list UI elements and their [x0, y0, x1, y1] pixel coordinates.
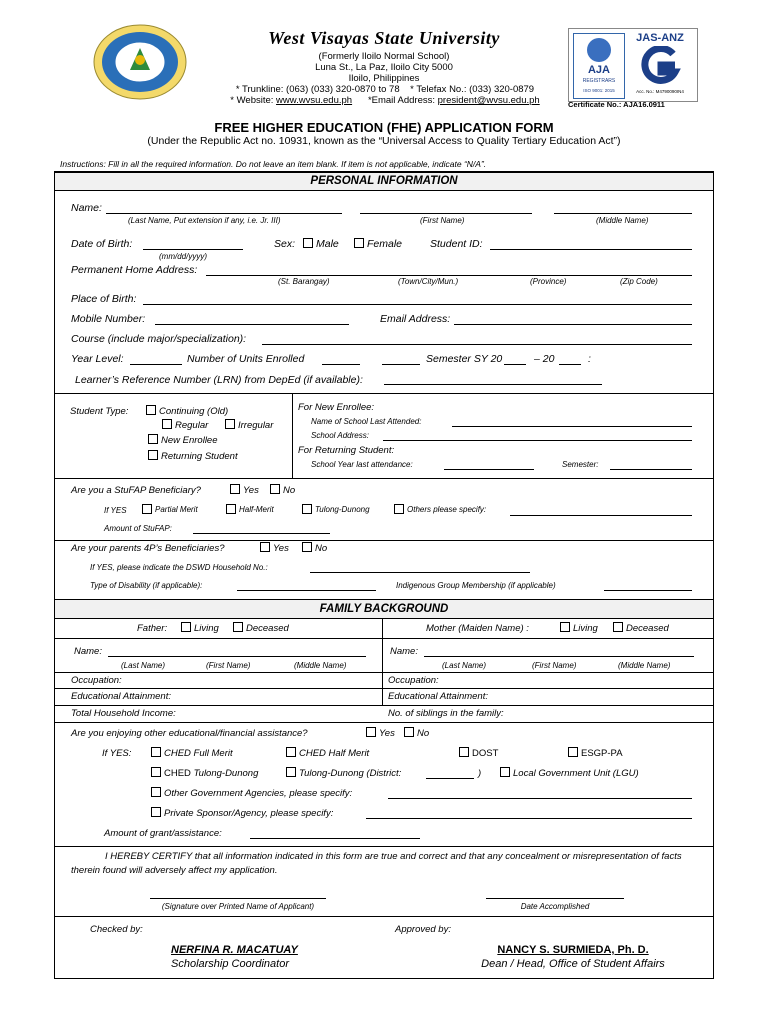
other-gov-checkbox[interactable] — [151, 787, 161, 797]
for-returning-label: For Returning Student: — [298, 445, 395, 456]
regular-label: Regular — [175, 420, 209, 431]
divider — [55, 846, 713, 847]
fourps-no-option[interactable] — [302, 543, 327, 554]
school-last-label: Name of School Last Attended: — [311, 417, 422, 426]
semester-label: Semester SY 20 — [426, 353, 503, 365]
sy-colon: : — [588, 353, 591, 365]
mother-occupation-label: Occupation: — [388, 675, 439, 686]
ched-tulong-option[interactable] — [151, 768, 258, 779]
fourps-no-label: No — [315, 543, 328, 554]
iso-label: ISO 9001: 2015 — [583, 88, 615, 93]
father-name-label: Name: — [74, 646, 102, 657]
mother-last-hint: (Last Name) — [442, 661, 487, 670]
units-label: Number of Units Enrolled — [187, 353, 305, 365]
address-zip-hint: (Zip Code) — [620, 277, 658, 286]
applicant-signature-label: (Signature over Printed Name of Applicant) — [161, 902, 315, 911]
others-option[interactable] — [394, 505, 486, 514]
indigenous-label: Indigenous Group Membership (if applicable) — [396, 581, 556, 590]
female-label: Female — [367, 238, 403, 250]
school-last-field[interactable] — [452, 426, 692, 427]
fourps-yes-option[interactable] — [260, 543, 289, 554]
father-living-label: Living — [194, 623, 219, 634]
mother-name-field[interactable] — [424, 656, 694, 657]
mother-deceased-label: Deceased — [626, 623, 669, 634]
approver-name: NANCY S. SURMIEDA, Ph. D. — [497, 944, 649, 956]
checked-by-label: Checked by: — [90, 924, 143, 935]
esgp-checkbox[interactable] — [568, 747, 578, 757]
email-link[interactable]: president@wvsu.edu.ph — [437, 95, 540, 106]
website-link[interactable]: www.wvsu.edu.ph — [276, 95, 353, 106]
father-deceased-checkbox[interactable] — [233, 622, 243, 632]
sy-start-field[interactable] — [504, 364, 526, 365]
new-enrollee-option[interactable] — [148, 435, 218, 446]
personal-info-heading: PERSONAL INFORMATION — [55, 172, 713, 191]
university-name: West Visayas State University — [268, 28, 500, 48]
disability-label: Type of Disability (if applicable): — [90, 581, 203, 590]
half-merit-option[interactable] — [226, 505, 274, 514]
father-deceased-option[interactable] — [233, 623, 289, 634]
accreditation-number: Acc. No.: M4790090IN4 — [636, 89, 684, 94]
assistance-no-option[interactable] — [404, 728, 429, 739]
stufap-no-option[interactable] — [270, 485, 295, 496]
returning-semester-field[interactable] — [610, 469, 692, 470]
ched-prefix: CHED — [164, 768, 191, 779]
lrn-label: Learner’s Reference Number (LRN) from DepEd (if available): — [75, 374, 363, 386]
globe-icon — [587, 38, 611, 62]
continuing-label: Continuing (Old) — [159, 406, 229, 417]
name-label: Name: — [71, 202, 102, 214]
mother-deceased-option[interactable] — [613, 623, 669, 634]
student-id-label: Student ID: — [430, 238, 483, 250]
year-level-field[interactable] — [130, 364, 182, 365]
date-accomplished-label: Date Accomplished — [520, 902, 590, 911]
tulong-dunong-checkbox[interactable] — [302, 504, 312, 514]
others-checkbox[interactable] — [394, 504, 404, 514]
divider — [55, 705, 713, 706]
certify-statement: I HEREBY CERTIFY that all information indicated in this form are true and correct and that any concealment or misrepresentation of facts therein found will adversely affect my application. — [71, 851, 682, 876]
private-sponsor-option[interactable] — [151, 808, 333, 819]
family-divider — [382, 618, 383, 705]
lgu-option[interactable] — [500, 768, 639, 779]
other-gov-option[interactable] — [151, 788, 352, 799]
fourps-yes-label: Yes — [273, 543, 289, 554]
student-id-field[interactable] — [490, 249, 692, 250]
fourps-no-checkbox[interactable] — [302, 542, 312, 552]
date-accomplished-field[interactable] — [486, 898, 624, 899]
father-label: Father: — [137, 623, 168, 634]
partial-merit-label: Partial Merit — [155, 505, 198, 514]
half-merit-label: Half-Merit — [239, 505, 274, 514]
units-field-2[interactable] — [382, 364, 420, 365]
father-living-checkbox[interactable] — [181, 622, 191, 632]
checker-title: Scholarship Coordinator — [171, 958, 290, 970]
returning-semester-label: Semester: — [562, 460, 599, 469]
sy-dash: – 20 — [534, 353, 555, 365]
mobile-label: Mobile Number: — [71, 313, 146, 325]
stufap-amount-field[interactable] — [193, 533, 330, 534]
private-sponsor-checkbox[interactable] — [151, 807, 161, 817]
dob-label: Date of Birth: — [71, 238, 133, 250]
returning-label: Returning Student — [161, 451, 238, 462]
address-barangay-hint: (St. Barangay) — [278, 277, 330, 286]
esgp-label: ESGP-PA — [581, 748, 623, 759]
student-type-label: Student Type: — [70, 406, 129, 417]
assistance-if-yes: If YES: — [102, 748, 132, 759]
irregular-checkbox[interactable] — [225, 419, 235, 429]
mother-name-label: Name: — [390, 646, 418, 657]
home-address-label: Permanent Home Address: — [71, 264, 198, 276]
school-address-field[interactable] — [383, 440, 692, 441]
dob-format-hint: (mm/dd/yyyy) — [159, 252, 207, 261]
lgu-checkbox[interactable] — [500, 767, 510, 777]
others-label: Others please specify: — [407, 505, 487, 514]
birth-place-field[interactable] — [143, 304, 692, 305]
tulong-dunong-label: Tulong-Dunong — [315, 505, 370, 514]
dswd-field[interactable] — [310, 572, 530, 573]
mother-label: Mother (Maiden Name) : — [426, 623, 529, 634]
website-label: * Website: — [230, 95, 274, 106]
siblings-label: No. of siblings in the family: — [388, 708, 504, 719]
sy-last-label: School Year last attendance: — [311, 460, 413, 469]
course-label: Course (include major/specialization): — [71, 333, 247, 345]
dost-option[interactable] — [459, 748, 498, 759]
stufap-yes-checkbox[interactable] — [230, 484, 240, 494]
returning-option[interactable] — [148, 451, 238, 462]
ched-full-label: CHED Full Merit — [164, 748, 233, 759]
divider — [55, 672, 713, 673]
new-enrollee-label: New Enrollee — [161, 435, 218, 446]
father-living-option[interactable] — [181, 623, 219, 634]
email-label: Email Address: — [380, 313, 451, 325]
middle-name-field[interactable] — [554, 213, 692, 214]
stufap-no-label: No — [283, 485, 296, 496]
fourps-yes-checkbox[interactable] — [260, 542, 270, 552]
dob-field[interactable] — [143, 249, 243, 250]
irregular-option[interactable] — [225, 420, 273, 431]
approved-by-label: Approved by: — [395, 924, 451, 935]
ched-tulong-checkbox[interactable] — [151, 767, 161, 777]
birth-place-label: Place of Birth: — [71, 293, 137, 305]
lgu-label: Local Government Unit (LGU) — [513, 768, 639, 779]
email-label: *Email Address: — [367, 95, 435, 106]
father-education-label: Educational Attainment: — [71, 691, 171, 702]
assistance-no-label: No — [417, 728, 430, 739]
certification-logos — [568, 28, 698, 102]
mother-deceased-checkbox[interactable] — [613, 622, 623, 632]
approver-title: Dean / Head, Office of Student Affairs — [481, 958, 665, 970]
irregular-label: Irregular — [238, 420, 274, 431]
address-province-hint: (Province) — [530, 277, 567, 286]
address-town-hint: (Town/City/Mun.) — [398, 277, 459, 286]
private-sponsor-label: Private Sponsor/Agency, please specify: — [164, 808, 334, 819]
university-seal — [92, 24, 188, 100]
dost-label: DOST — [472, 748, 499, 759]
ched-tulong-label: Tulong-Dunong — [193, 768, 259, 779]
regular-option[interactable] — [162, 420, 208, 431]
formerly-text: (Formerly Iloilo Normal School) — [318, 51, 450, 62]
certificate-number: Certificate No.: AJA16.0911 — [568, 100, 665, 109]
stufap-yes-option[interactable] — [230, 485, 259, 496]
father-first-hint: (First Name) — [206, 661, 251, 670]
indigenous-field[interactable] — [604, 590, 692, 591]
partial-merit-checkbox[interactable] — [142, 504, 152, 514]
other-gov-field[interactable] — [388, 798, 692, 799]
divider — [55, 688, 713, 689]
first-name-hint: (First Name) — [420, 216, 465, 225]
divider — [55, 393, 713, 394]
address-line-2: Iloilo, Philippines — [348, 73, 420, 84]
address-line-1: Luna St., La Paz, Iloilo City 5000 — [315, 62, 453, 73]
year-level-label: Year Level: — [71, 353, 124, 365]
district-close-paren: ) — [478, 768, 482, 779]
dswd-label: If YES, please indicate the DSWD Household No.: — [90, 563, 268, 572]
middle-name-hint: (Middle Name) — [596, 216, 649, 225]
mother-first-hint: (First Name) — [532, 661, 577, 670]
ched-half-checkbox[interactable] — [286, 747, 296, 757]
stufap-if-yes: If YES — [104, 506, 127, 515]
checker-name: NERFINA R. MACATUAY — [171, 944, 298, 956]
registrars-label: REGISTRARS — [582, 78, 616, 84]
sy-last-field[interactable] — [444, 469, 534, 470]
lrn-field[interactable] — [384, 384, 602, 385]
jas-anz-icon — [639, 46, 681, 86]
last-name-field[interactable] — [106, 213, 342, 214]
dost-checkbox[interactable] — [459, 747, 469, 757]
other-gov-label: Other Government Agencies, please specify: — [164, 788, 353, 799]
male-label: Male — [316, 238, 339, 250]
father-name-field[interactable] — [108, 656, 366, 657]
instructions: Instructions: Fill in all the required information. Do not leave an item blank. If item is not applicable, indicate “N/A”. — [60, 159, 487, 169]
family-background-heading: FAMILY BACKGROUND — [55, 599, 713, 619]
sex-male-option[interactable] — [303, 238, 339, 250]
mother-living-checkbox[interactable] — [560, 622, 570, 632]
stufap-no-checkbox[interactable] — [270, 484, 280, 494]
sex-label: Sex: — [274, 238, 296, 250]
mother-education-label: Educational Attainment: — [388, 691, 488, 702]
form-title: FREE HIGHER EDUCATION (FHE) APPLICATION FORM — [214, 120, 554, 135]
stufap-yes-label: Yes — [243, 485, 259, 496]
district-field[interactable] — [426, 778, 474, 779]
household-income-label: Total Household Income: — [71, 708, 176, 719]
assistance-yes-checkbox[interactable] — [366, 727, 376, 737]
assistance-question: Are you enjoying other educational/financial assistance? — [71, 728, 308, 739]
divider — [55, 478, 713, 479]
for-new-enrollee-label: For New Enrollee: — [298, 402, 375, 413]
sy-end-field[interactable] — [559, 364, 581, 365]
others-specify-field[interactable] — [510, 515, 692, 516]
fourps-question: Are your parents 4P’s Beneficiaries? — [71, 543, 225, 554]
mother-middle-hint: (Middle Name) — [618, 661, 671, 670]
aja-label: AJA — [587, 64, 610, 76]
form-subtitle: (Under the Republic Act no. 10931, known as the “Universal Access to Quality Tertiary Education Act”) — [147, 135, 621, 147]
ched-full-checkbox[interactable] — [151, 747, 161, 757]
mobile-field[interactable] — [155, 324, 349, 325]
regular-checkbox[interactable] — [162, 419, 172, 429]
tulong-district-option[interactable] — [286, 768, 401, 779]
father-middle-hint: (Middle Name) — [294, 661, 347, 670]
female-checkbox[interactable] — [354, 238, 364, 248]
partial-merit-option[interactable] — [142, 505, 198, 514]
male-checkbox[interactable] — [303, 238, 313, 248]
returning-checkbox[interactable] — [148, 450, 158, 460]
father-last-hint: (Last Name) — [121, 661, 166, 670]
assistance-yes-option[interactable] — [366, 728, 395, 739]
assistance-no-checkbox[interactable] — [404, 727, 414, 737]
grant-amount-label: Amount of grant/assistance: — [104, 828, 222, 839]
divider — [55, 638, 713, 639]
course-field[interactable] — [262, 344, 692, 345]
school-address-label: School Address: — [311, 431, 369, 440]
assistance-yes-label: Yes — [379, 728, 395, 739]
half-merit-checkbox[interactable] — [226, 504, 236, 514]
tulong-dunong-option[interactable] — [302, 505, 370, 514]
tulong-district-label: Tulong-Dunong (District: — [299, 768, 402, 779]
disability-field[interactable] — [237, 590, 376, 591]
continuing-checkbox[interactable] — [146, 405, 156, 415]
aja-logo — [573, 33, 625, 99]
mother-living-option[interactable] — [560, 623, 598, 634]
home-address-field[interactable] — [206, 275, 692, 276]
ched-half-label: CHED Half Merit — [299, 748, 370, 759]
continuing-option[interactable] — [146, 406, 228, 417]
divider — [55, 916, 713, 917]
stufap-question: Are you a StuFAP Beneficiary? — [71, 485, 201, 496]
units-field[interactable] — [322, 364, 360, 365]
email-field[interactable] — [454, 324, 692, 325]
jas-anz-label: JAS-ANZ — [636, 32, 684, 44]
esgp-option[interactable] — [568, 748, 623, 759]
first-name-field[interactable] — [360, 213, 532, 214]
tulong-district-checkbox[interactable] — [286, 767, 296, 777]
contact-line: * Trunkline: (063) (033) 320-0870 to 78 * Telefax No.: (033) 320-0879 — [235, 84, 535, 95]
father-deceased-label: Deceased — [246, 623, 289, 634]
stufap-amount-label: Amount of StuFAP: — [104, 524, 172, 533]
new-enrollee-checkbox[interactable] — [148, 434, 158, 444]
last-name-hint: (Last Name, Put extension if any, i.e. Jr. III) — [128, 216, 281, 225]
applicant-signature-field[interactable] — [150, 898, 326, 899]
web-line — [190, 95, 580, 106]
grant-amount-field[interactable] — [250, 838, 420, 839]
private-sponsor-field[interactable] — [366, 818, 692, 819]
father-occupation-label: Occupation: — [71, 675, 122, 686]
ched-half-option[interactable] — [286, 748, 369, 759]
student-type-divider — [292, 393, 293, 478]
mother-living-label: Living — [573, 623, 598, 634]
ched-full-option[interactable] — [151, 748, 233, 759]
divider — [55, 722, 713, 723]
divider — [55, 540, 713, 541]
sex-female-option[interactable] — [354, 238, 402, 250]
